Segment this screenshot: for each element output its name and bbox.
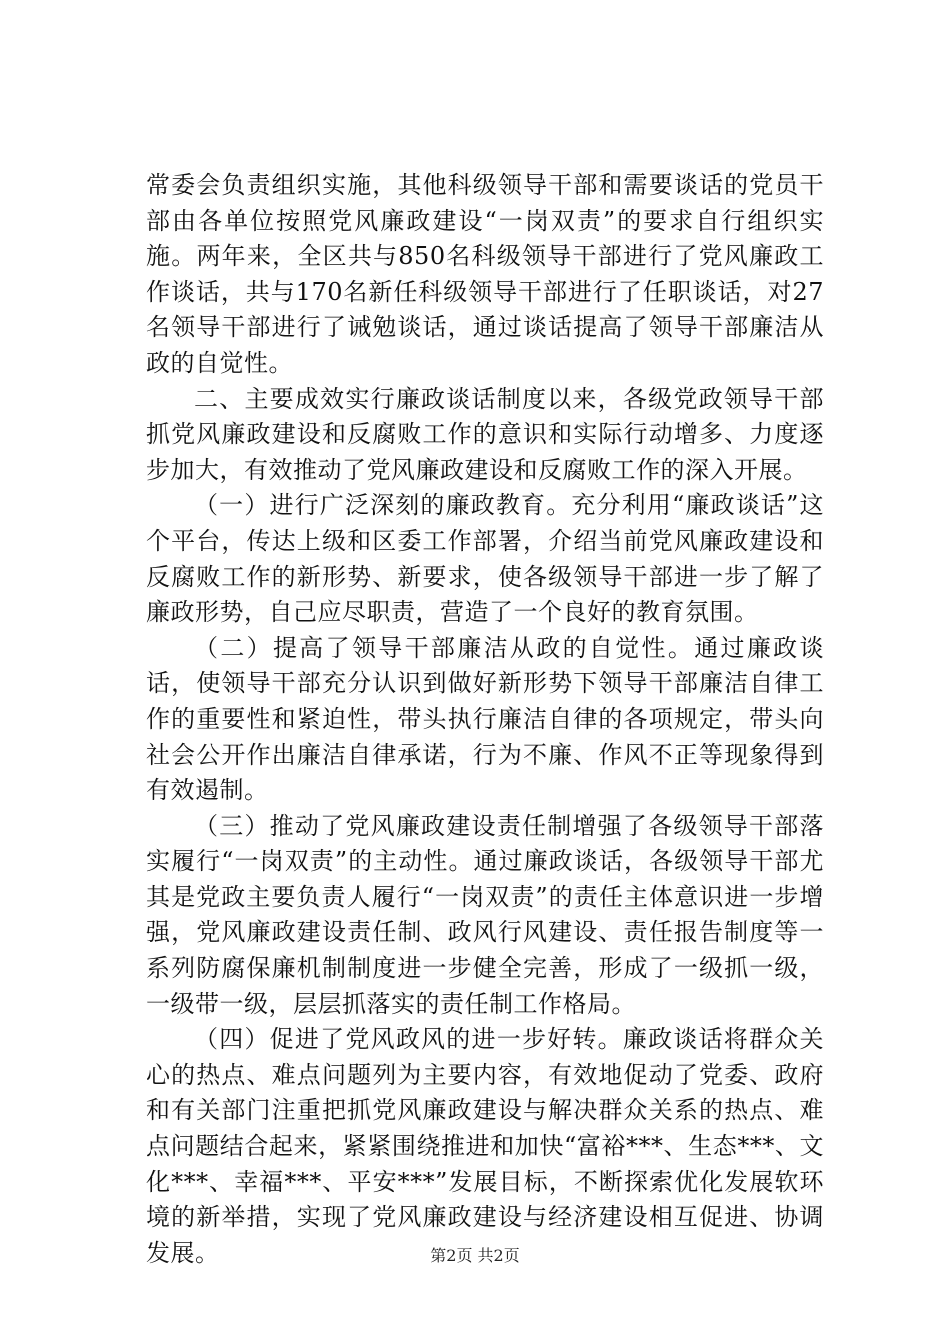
document-body xyxy=(146,168,824,1271)
paragraph-point-1: （一）进行广泛深刻的廉政教育。充分利用“廉政谈话”这个平台，传达上级和区委工作部署，介绍当前党风廉政建设和反腐败工作的新形势、新要求，使各级领导干部进一步了解了廉政形势，自己应尽职责，营造了一个良好的教育氛围。 xyxy=(146,491,824,627)
page-number-footer: 第2页 共2页 xyxy=(430,1246,520,1265)
paragraph-point-4: （四）促进了党风政风的进一步好转。廉政谈话将群众关心的热点、难点问题列为主要内容，有效地促动了党委、政府和有关部门注重把抓党风廉政建设与解决群众关系的热点、难点问题结合起来，紧紧围绕推进和加快“富裕***、生态***、文化***、幸福***、平安***”发展目标，不断探索优化发展软环境的新举措，实现了党风廉政建设与经济建设相互促进、协调发展。 xyxy=(146,1025,824,1267)
paragraph-continuation: 常委会负责组织实施，其他科级领导干部和需要谈话的党员干部由各单位按照党风廉政建设“一岗双责”的要求自行组织实施。两年来，全区共与850名科级领导干部进行了党风廉政工作谈话，共与170名新任科级领导干部进行了任职谈话，对27名领导干部进行了诫勉谈话，通过谈话提高了领导干部廉洁从政的自觉性。 xyxy=(146,171,824,377)
paragraph-point-2: （二）提高了领导干部廉洁从政的自觉性。通过廉政谈话，使领导干部充分认识到做好新形势下领导干部廉洁自律工作的重要性和紧迫性，带头执行廉洁自律的各项规定，带头向社会公开作出廉洁自律承诺，行为不廉、作风不正等现象得到有效遏制。 xyxy=(146,633,824,805)
paragraph-point-3: （三）推动了党风廉政建设责任制增强了各级领导干部落实履行“一岗双责”的主动性。通过廉政谈话，各级领导干部尤其是党政主要负责人履行“一岗双责”的责任主体意识进一步增强，党风廉政建设责任制、政风行风建设、责任报告制度等一系列防腐保廉机制制度进一步健全完善，形成了一级抓一级，一级带一级，层层抓落实的责任制工作格局。 xyxy=(146,811,824,1018)
paragraph-main-results: 二、主要成效实行廉政谈话制度以来，各级党政领导干部抓党风廉政建设和反腐败工作的意识和实际行动增多、力度逐步加大，有效推动了党风廉政建设和反腐败工作的深入开展。 xyxy=(146,384,824,484)
